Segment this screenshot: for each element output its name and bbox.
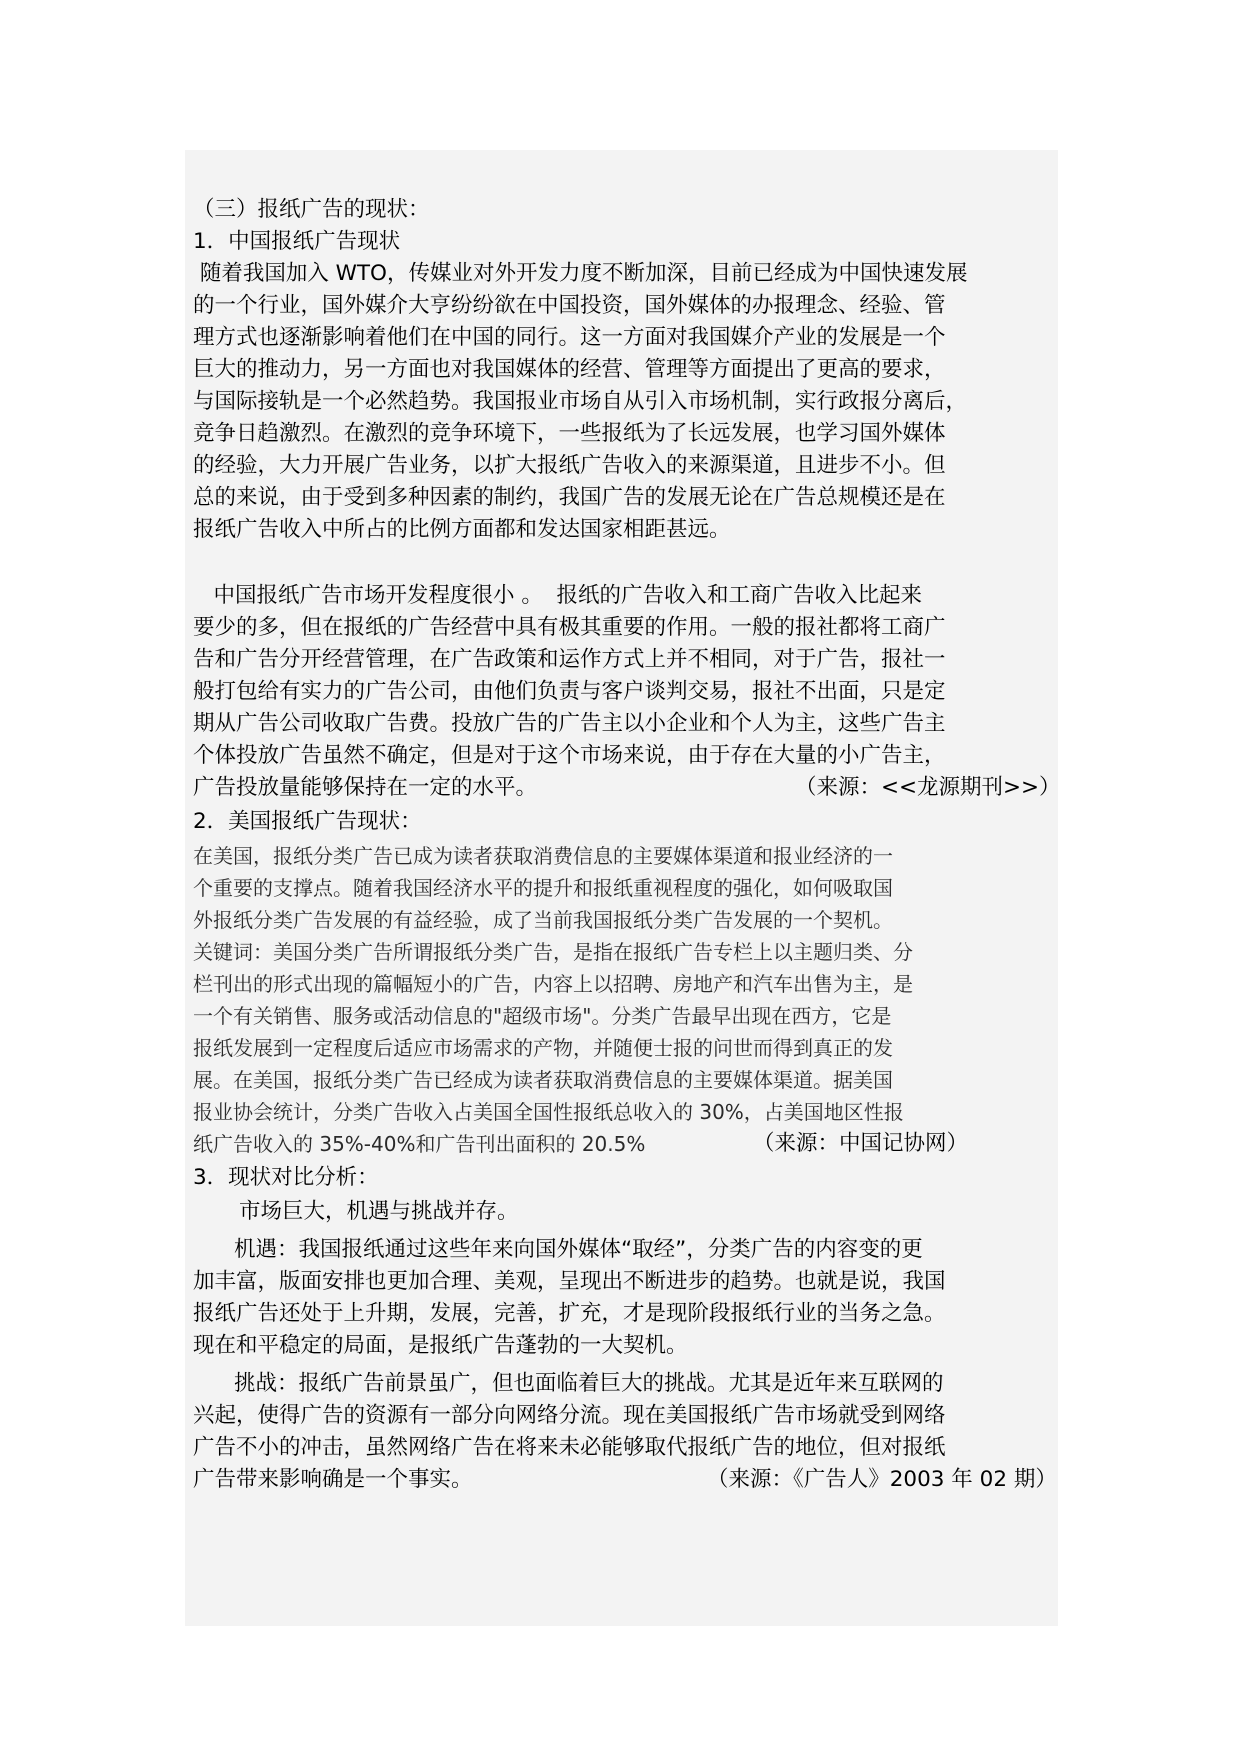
- paragraph-3-line: 在美国，报纸分类广告已成为读者获取消费信息的主要媒体渠道和报业经济的一: [193, 844, 893, 868]
- paragraph-3-line: 纸广告收入的 35%-40%和广告刊出面积的 20.5%: [193, 1132, 646, 1156]
- section-heading: （三）报纸广告的现状：: [193, 197, 430, 222]
- paragraph-3-line: 栏刊出的形式出现的篇幅短小的广告，内容上以招聘、房地产和汽车出售为主，是: [193, 972, 913, 996]
- paragraph-1-line: 的一个行业，国外媒介大亨纷纷欲在中国投资，国外媒体的办报理念、经验、管: [193, 293, 946, 318]
- paragraph-1-line: 随着我国加入 WTO，传媒业对外开发力度不断加深，目前已经成为中国快速发展: [193, 261, 968, 286]
- document-page: [185, 150, 1061, 1626]
- challenge-paragraph-line: 广告不小的冲击，虽然网络广告在将来未必能够取代报纸广告的地位，但对报纸: [193, 1435, 946, 1460]
- paragraph-1-line: 理方式也逐渐影响着他们在中国的同行。这一方面对我国媒介产业的发展是一个: [193, 325, 946, 350]
- challenge-paragraph-line: 挑战：报纸广告前景虽广，但也面临着巨大的挑战。尤其是近年来互联网的: [193, 1371, 944, 1396]
- section-2-title: 2．美国报纸广告现状：: [193, 809, 422, 834]
- paragraph-2-line: 告和广告分开经营管理，在广告政策和运作方式上并不相同，对于广告，报社一: [193, 647, 946, 672]
- section-3-title: 3．现状对比分析：: [193, 1165, 379, 1190]
- paragraph-2-line: 期从广告公司收取广告费。投放广告的广告主以小企业和个人为主，这些广告主: [193, 711, 946, 736]
- opportunity-paragraph-line: 机遇：我国报纸通过这些年来向国外媒体“取经”，分类广告的内容变的更: [193, 1237, 923, 1262]
- paragraph-3-line: 关键词：美国分类广告所谓报纸分类广告，是指在报纸广告专栏上以主题归类、分: [193, 940, 913, 964]
- opportunity-paragraph-line: 现在和平稳定的局面，是报纸广告蓬勃的一大契机。: [193, 1333, 688, 1358]
- paragraph-3-line: 报纸发展到一定程度后适应市场需求的产物，并随便士报的问世而得到真正的发: [193, 1036, 893, 1060]
- challenge-paragraph-line: 兴起，使得广告的资源有一部分向网络分流。现在美国报纸广告市场就受到网络: [193, 1403, 946, 1428]
- paragraph-3-line: 外报纸分类广告发展的有益经验，成了当前我国报纸分类广告发展的一个契机。: [193, 908, 893, 932]
- challenge-paragraph-line: 广告带来影响确是一个事实。: [193, 1467, 473, 1492]
- paragraph-1-line: 与国际接轨是一个必然趋势。我国报业市场自从引入市场机制，实行政报分离后，: [193, 389, 968, 414]
- section-1-title: 1．中国报纸广告现状: [193, 229, 401, 254]
- paragraph-1-line: 巨大的推动力，另一方面也对我国媒体的经营、管理等方面提出了更高的要求，: [193, 357, 946, 382]
- paragraph-1-line: 竞争日趋激烈。在激烈的竞争环境下，一些报纸为了长远发展，也学习国外媒体: [193, 421, 946, 446]
- opportunity-paragraph-line: 加丰富，版面安排也更加合理、美观，呈现出不断进步的趋势。也就是说，我国: [193, 1269, 946, 1294]
- source-citation: （来源：《广告人》2003 年 02 期）: [707, 1467, 1057, 1492]
- paragraph-3-line: 一个有关销售、服务或活动信息的"超级市场"。分类广告最早出现在西方，它是: [193, 1004, 892, 1028]
- paragraph-3-line: 个重要的支撑点。随着我国经济水平的提升和报纸重视程度的强化，如何吸取国: [193, 876, 893, 900]
- paragraph-2-line: 广告投放量能够保持在一定的水平。: [193, 775, 538, 800]
- paragraph-3-line: 展。在美国，报纸分类广告已经成为读者获取消费信息的主要媒体渠道。据美国: [193, 1068, 893, 1092]
- paragraph-2-line: 中国报纸广告市场开发程度很小 。 报纸的广告收入和工商广告收入比起来: [193, 583, 923, 608]
- paragraph-2-line: 般打包给有实力的广告公司，由他们负责与客户谈判交易，报社不出面，只是定: [193, 679, 946, 704]
- paragraph-1-line: 报纸广告收入中所占的比例方面都和发达国家相距甚远。: [193, 517, 731, 542]
- paragraph-2-line: 个体投放广告虽然不确定，但是对于这个市场来说，由于存在大量的小广告主，: [193, 743, 946, 768]
- paragraph-3-line: 报业协会统计，分类广告收入占美国全国性报纸总收入的 30%，占美国地区性报: [193, 1100, 904, 1124]
- source-citation: （来源：中国记协网）: [753, 1131, 969, 1156]
- source-citation: （来源：<<龙源期刊>>）: [795, 775, 1061, 800]
- opportunity-paragraph-line: 报纸广告还处于上升期，发展，完善，扩充，才是现阶段报纸行业的当务之急。: [193, 1301, 946, 1326]
- summary-line: 市场巨大，机遇与挑战并存。: [239, 1199, 519, 1224]
- paragraph-1-line: 总的来说，由于受到多种因素的制约，我国广告的发展无论在广告总规模还是在: [193, 485, 946, 510]
- paragraph-1-line: 的经验，大力开展广告业务，以扩大报纸广告收入的来源渠道，且进步不小。但: [193, 453, 946, 478]
- paragraph-2-line: 要少的多，但在报纸的广告经营中具有极其重要的作用。一般的报社都将工商广: [193, 615, 946, 640]
